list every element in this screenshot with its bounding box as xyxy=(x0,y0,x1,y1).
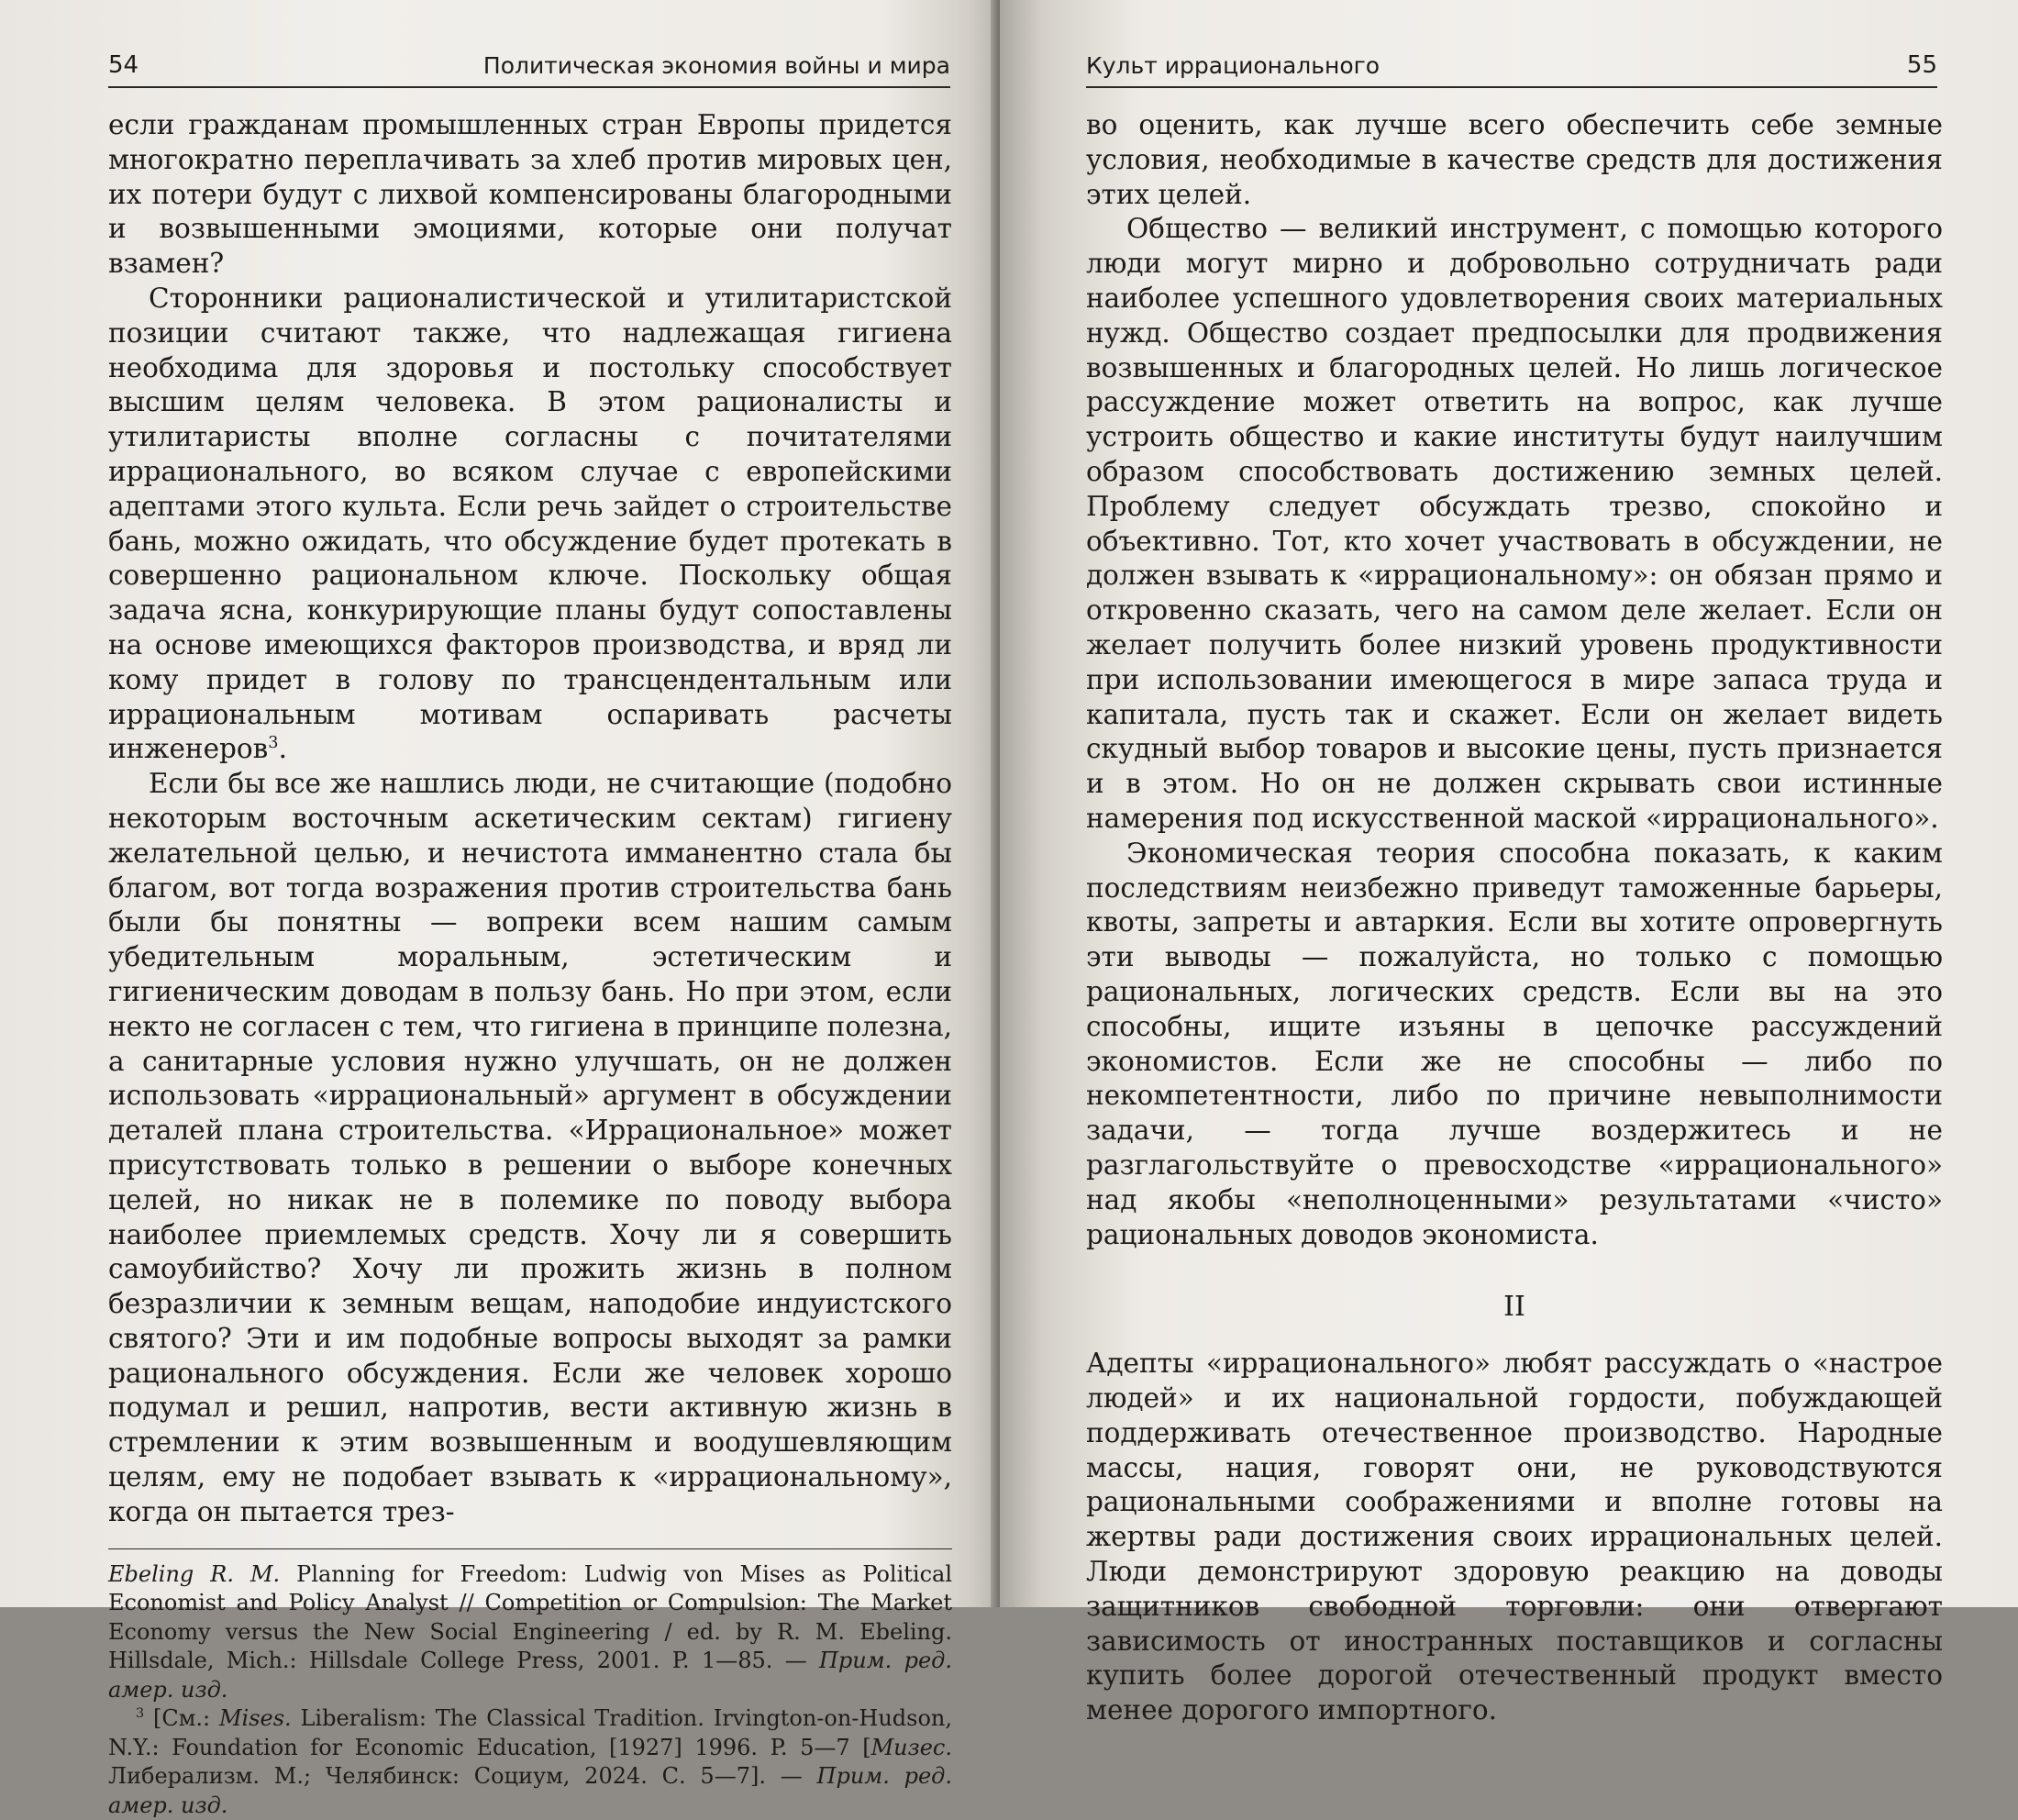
left-body xyxy=(108,108,952,1530)
right-body xyxy=(1086,108,1943,1728)
footnote-3 xyxy=(108,1704,952,1820)
left-paragraph-2-text: Сторонники рационалистической и утилитаристской позиции считают также, что надлежащая гигиена необходима для здоровья и постольку способствует высшим целям человека. В этом рационалисты и утилитаристы вполне согласны с почитателями иррационального, во всяком случае с европейскими адептами этого культа. Если речь зайдет о строительстве бань, можно ожидать, что обсуждение будет протекать в совершенно рациональном ключе. Поскольку общая задача ясна, конкурирующие планы будут сопоставлены на основе имеющихся факторов производства, и вряд ли кому придет в голову по трансцендентальным или иррациональным мотивам оспаривать расчеты инженеров xyxy=(108,282,952,765)
right-page xyxy=(1000,0,2018,1726)
right-running-title: Культ иррационального xyxy=(1086,52,1380,79)
right-running-header xyxy=(1086,51,1937,88)
footnote-3-marker: 3 xyxy=(136,1706,145,1722)
left-paragraph-1: если гражданам промышленных стран Европы придется многократно переплачивать за хлеб против мировых цен, их потери будут с лихвой компенсированы благородными и возвышенными эмоциями, которые они получат взамен? xyxy=(108,109,952,280)
right-paragraph-2: Общество — великий инструмент, с помощью которого люди могут мирно и добровольно сотрудничать ради наиболее успешного удовлетворения своих материальных нужд. Общество создает предпосылки для продвижения возвышенных и благородных целей. Но лишь логическое рассуждение может ответить на вопрос, как лучше устроить общество и какие институты будут наилучшим образом способствовать достижению земных целей. Проблему следует обсуждать трезво, спокойно и объективно. Тот, кто хочет участвовать в обсуждении, не должен взывать к «иррациональному»: он обязан прямо и откровенно сказать, чего на самом деле желает. Если он желает получить более низкий уровень продуктивности при использовании имеющегося в мире запаса труда и капитала, пусть так и скажет. Если он желает видеть скудный выбор товаров и высокие цены, пусть признается и в этом. Но он не должен скрывать свои истинные намерения под искусственной маской «иррационального». xyxy=(1086,213,1943,834)
right-section-paragraph: Адепты «иррационального» любят рассуждать о «настрое людей» и их национальной гордости, побуждающей поддерживать отечественное производство. Народные массы, нация, говорят они, не руководствуются рациональными соображениями и вполне готовы на жертвы ради достижения своих иррациональных целей. Люди демонстрируют здоровую реакцию на доводы защитников свободной торговли: они отвергают зависимость от иностранных поставщиков и согласны купить более дорогой отечественный продукт вместо менее дорогого импортного. xyxy=(1086,1348,1943,1726)
right-paragraph-1: во оценить, как лучше всего обеспечить себе земные условия, необходимые в качестве средств для достижения этих целей. xyxy=(1086,109,1943,210)
footnote-3-ru-text: Либерализм. М.; Челябинск: Социум, 2024. С. 5—7]. — xyxy=(108,1763,817,1790)
footnote-ref-3: 3 xyxy=(268,734,279,753)
left-running-title: Политическая экономия войны и мира xyxy=(482,52,950,79)
right-page-number: 55 xyxy=(1906,51,1937,79)
left-paragraph-3: Если бы все же нашлись люди, не считающие (подобно некоторым восточным аскетическим сектам) гигиену желательной целью, и нечистота имманентно стала бы благом, вот тогда возражения против строительства бань были бы понятны — вопреки всем нашим самым убедительным моральным, эстетическим и гигиеническим доводам в пользу бань. Но при этом, если некто не согласен с тем, что гигиена в принципе полезна, а санитарные условия нужно улучшать, он не должен использовать «иррациональный» аргумент в обсуждении деталей плана строительства. «Иррациональное» может присутствовать только в решении о выборе конечных целей, но никак не в полемике по поводу выбора наиболее приемлемых средств. Хочу ли я совершить самоубийство? Хочу ли прожить жизнь в полном безразличии к земным вещам, наподобие индуистского святого? Эти и им подобные вопросы выходят за рамки рационального обсуждения. Если же человек хорошо подумал и решил, напротив, вести активную жизнь в стремлении к этим возвышенным и воодушевляющим целям, ему не подобает взывать к «иррациональному», когда он пытается трез- xyxy=(108,768,952,1527)
left-page xyxy=(0,0,1000,1818)
footnote-1-note: Прим. ред. амер. изд. xyxy=(108,1648,952,1703)
left-running-header xyxy=(108,51,950,88)
section-heading: II xyxy=(1503,1291,1525,1324)
footnote-3-lead: [См.: xyxy=(144,1705,219,1732)
right-paragraph-3: Экономическая теория способна показать, к каким последствиям неизбежно приведут таможенные барьеры, квоты, запреты и автаркия. Если вы хотите опровергнуть эти выводы — пожалуйста, но только с помощью рациональных, логических средств. Если вы на это способны, ищите изъяны в цепочке рассуждений экономистов. Если же не способны — либо по некомпетентности, либо по причине невыполнимости задачи, — тогда лучше воздержитесь и не разглагольствуйте о превосходстве «иррационального» над якобы «неполноценными» результатами «чисто» рациональных доводов экономиста. xyxy=(1086,837,1943,1250)
left-paragraph-2: Сторонники рационалистической и утилитаристской позиции считают также, что надлежащая гигиена необходима для здоровья и постольку способствует высшим целям человека. В этом рационалисты и утилитаристы вполне согласны с почитателями иррационального, во всяком случае с европейскими адептами этого культа. Если речь зайдет о строительстве бань, можно ожидать, что обсуждение будет протекать в совершенно рациональном ключе. Поскольку общая задача ясна, конкурирующие планы будут сопоставлены на основе имеющихся факторов производства, и вряд ли кому придет в голову по трансцендентальным или иррациональным мотивам оспаривать расчеты инженеров$^3$. xyxy=(108,282,952,765)
footnote-1-text: Planning for Freedom: Ludwig von Mises as Political Economist and Policy Analyst // Competition or Compulsion: The Market Economy versus the New Social Engineering / ed. by R. M. Ebeling. Hillsdale, Mich.: Hillsdale College Press, 2001. P. 1—85. — xyxy=(108,1560,952,1674)
footnote-3-text: Liberalism: The Classical Tradition. Irvington-on-Hudson, N.Y.: Foundation for Economic Education, [1927] 1996. P. 5—7 [ xyxy=(108,1705,952,1760)
footnote-1 xyxy=(108,1560,952,1705)
footnote-3-author: Mises. xyxy=(218,1705,292,1732)
footnote-3-ru-author: Мизес. xyxy=(870,1734,952,1760)
footnote-1-author: Ebeling R. M. xyxy=(108,1560,281,1587)
footnotes xyxy=(108,1548,952,1820)
left-page-number: 54 xyxy=(108,51,139,79)
footnote-3-note: Прим. ред. амер. изд. xyxy=(108,1763,953,1818)
